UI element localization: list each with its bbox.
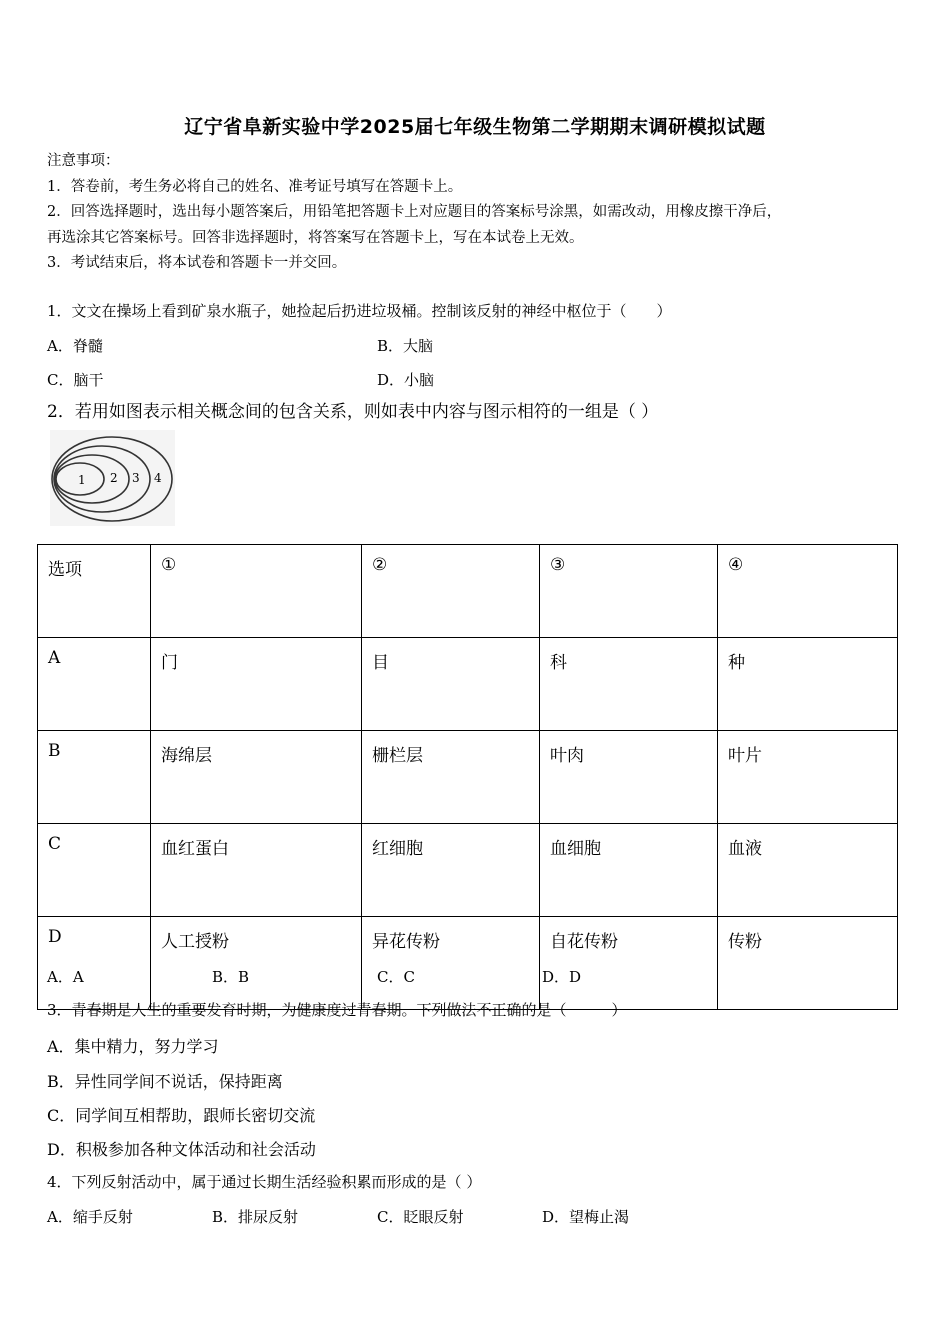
table-cell: 红细胞 bbox=[362, 824, 540, 917]
table-cell: 科 bbox=[540, 638, 718, 731]
q4-option-a[interactable]: A．缩手反射 bbox=[47, 1208, 133, 1226]
table-cell: 血液 bbox=[718, 824, 898, 917]
q4-option-c[interactable]: C．眨眼反射 bbox=[377, 1208, 464, 1226]
q2-option-d[interactable]: D．D bbox=[542, 968, 582, 986]
table-cell: 传粉 bbox=[718, 917, 898, 1010]
q2-option-b[interactable]: B．B bbox=[212, 968, 250, 986]
q2-table bbox=[37, 544, 898, 1010]
table-header-cell: 选项 bbox=[38, 545, 151, 638]
table-cell: 目 bbox=[362, 638, 540, 731]
notice-item-2: 2．回答选择题时，选出每小题答案后，用铅笔把答题卡上对应题目的答案标号涂黑，如需改动，用橡皮擦干净后， bbox=[47, 204, 782, 220]
table-cell: 血细胞 bbox=[540, 824, 718, 917]
table-cell: A bbox=[38, 638, 151, 731]
notice-item-2-cont: 再选涂其它答案标号。回答非选择题时，将答案写在答题卡上，写在本试卷上无效。 bbox=[47, 230, 584, 246]
table-cell: 栅栏层 bbox=[362, 731, 540, 824]
q1-option-a[interactable]: A．脊髓 bbox=[47, 337, 103, 355]
table-header-cell: ① bbox=[151, 545, 362, 638]
q3-option-c[interactable]: C．同学间互相帮助，跟师长密切交流 bbox=[47, 1106, 316, 1125]
table-row bbox=[38, 917, 898, 1010]
table-cell: D bbox=[38, 917, 151, 1010]
diagram-label-3: 3 bbox=[132, 471, 140, 485]
table-row bbox=[38, 731, 898, 824]
q4-option-d[interactable]: D．望梅止渴 bbox=[542, 1208, 630, 1226]
table-cell: 种 bbox=[718, 638, 898, 731]
exam-title: 辽宁省阜新实验中学2025届七年级生物第二学期期末调研模拟试题 bbox=[184, 116, 766, 138]
table-cell: B bbox=[38, 731, 151, 824]
table-cell: C bbox=[38, 824, 151, 917]
q1-option-c[interactable]: C．脑干 bbox=[47, 371, 104, 389]
q4-stem: 4．下列反射活动中，属于通过长期生活经验积累而形成的是（ ） bbox=[47, 1173, 482, 1191]
q3-option-d[interactable]: D．积极参加各种文体活动和社会活动 bbox=[47, 1140, 316, 1159]
q3-stem: 3．青春期是人生的重要发育时期，为健康度过青春期。下列做法不正确的是（ ） bbox=[47, 1001, 627, 1019]
q1-option-b[interactable]: B．大脑 bbox=[377, 337, 434, 355]
q3-option-b[interactable]: B．异性同学间不说话，保持距离 bbox=[47, 1072, 283, 1091]
table-header-row bbox=[38, 545, 898, 638]
notice-item-1: 1．答卷前，考生务必将自己的姓名、准考证号填写在答题卡上。 bbox=[47, 179, 463, 195]
table-cell: 叶片 bbox=[718, 731, 898, 824]
table-cell: 叶肉 bbox=[540, 731, 718, 824]
table-cell: 门 bbox=[151, 638, 362, 731]
table-row bbox=[38, 638, 898, 731]
q2-option-c[interactable]: C．C bbox=[377, 968, 415, 986]
notice-item-3: 3．考试结束后，将本试卷和答题卡一并交回。 bbox=[47, 255, 347, 271]
nested-circles-diagram bbox=[50, 430, 175, 526]
table-cell: 人工授粉 bbox=[151, 917, 362, 1010]
notice-heading: 注意事项： bbox=[47, 153, 120, 169]
q2-option-a[interactable]: A．A bbox=[47, 968, 84, 986]
table-header-cell: ② bbox=[362, 545, 540, 638]
table-cell: 血红蛋白 bbox=[151, 824, 362, 917]
diagram-label-2: 2 bbox=[110, 471, 118, 485]
q3-option-a[interactable]: A．集中精力，努力学习 bbox=[47, 1037, 219, 1056]
q1-option-d[interactable]: D．小脑 bbox=[377, 371, 435, 389]
table-header-cell: ③ bbox=[540, 545, 718, 638]
diagram-label-1: 1 bbox=[78, 473, 86, 487]
table-cell: 异花传粉 bbox=[362, 917, 540, 1010]
q1-stem: 1．文文在操场上看到矿泉水瓶子，她捡起后扔进垃圾桶。控制该反射的神经中枢位于（ ） bbox=[47, 302, 672, 320]
diagram-label-4: 4 bbox=[154, 471, 162, 485]
q4-option-b[interactable]: B．排尿反射 bbox=[212, 1208, 299, 1226]
table-header-cell: ④ bbox=[718, 545, 898, 638]
table-cell: 自花传粉 bbox=[540, 917, 718, 1010]
q2-stem: 2．若用如图表示相关概念间的包含关系，则如表中内容与图示相符的一组是（ ） bbox=[47, 402, 659, 422]
table-cell: 海绵层 bbox=[151, 731, 362, 824]
table-row bbox=[38, 824, 898, 917]
